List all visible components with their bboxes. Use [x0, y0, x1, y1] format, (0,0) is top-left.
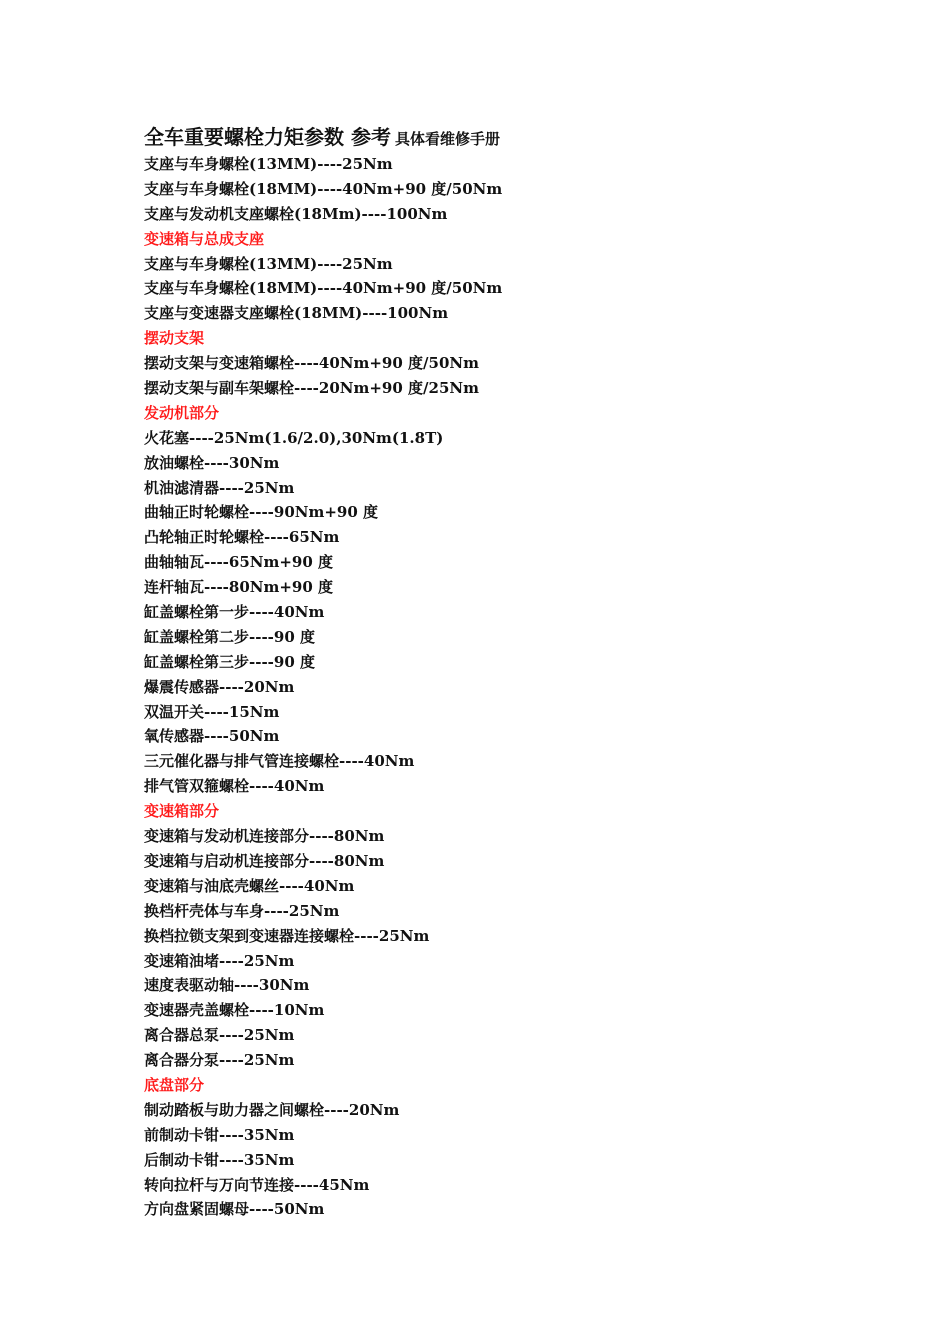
spec-line: 离合器总泵----25Nm	[144, 1026, 295, 1045]
spec-line: 机油滤清器----25Nm	[144, 478, 295, 497]
spec-line: 缸盖螺栓第三步----90 度	[144, 652, 315, 671]
spec-line: 变速箱与油底壳螺丝----40Nm	[144, 876, 355, 895]
torque-spec-list	[144, 152, 904, 1222]
spec-line: 双温开关----15Nm	[144, 702, 280, 721]
spec-line: 缸盖螺栓第一步----40Nm	[144, 603, 325, 622]
spec-line: 缸盖螺栓第二步----90 度	[144, 627, 315, 646]
spec-line: 曲轴正时轮螺栓----90Nm+90 度	[144, 503, 379, 522]
document-title: 全车重要螺栓力矩参数 参考	[144, 125, 391, 149]
spec-line: 三元催化器与排气管连接螺栓----40Nm	[144, 752, 415, 771]
spec-line: 氧传感器----50Nm	[144, 727, 280, 746]
spec-line: 支座与发动机支座螺栓(18Mm)----100Nm	[144, 204, 448, 223]
spec-line: 换档拉锁支架到变速器连接螺栓----25Nm	[144, 926, 430, 945]
spec-line: 摆动支架与副车架螺栓----20Nm+90 度/25Nm	[144, 379, 479, 398]
document-subtitle: 具体看维修手册	[394, 130, 500, 148]
spec-line: 放油螺栓----30Nm	[144, 453, 280, 472]
spec-line: 方向盘紧固螺母----50Nm	[144, 1200, 325, 1219]
spec-line: 支座与车身螺栓(13MM)----25Nm	[144, 254, 393, 273]
section-heading: 底盘部分	[144, 1075, 205, 1094]
spec-line: 转向拉杆与万向节连接----45Nm	[144, 1175, 370, 1194]
spec-line: 支座与车身螺栓(18MM)----40Nm+90 度/50Nm	[144, 179, 503, 198]
spec-line: 速度表驱动轴----30Nm	[144, 976, 310, 995]
spec-line: 摆动支架与变速箱螺栓----40Nm+90 度/50Nm	[144, 354, 479, 373]
spec-line: 曲轴轴瓦----65Nm+90 度	[144, 553, 334, 572]
spec-line: 离合器分泵----25Nm	[144, 1051, 295, 1070]
spec-line: 凸轮轴正时轮螺栓----65Nm	[144, 528, 340, 547]
document-body	[144, 122, 904, 1222]
section-heading: 发动机部分	[144, 403, 220, 422]
section-heading: 摆动支架	[144, 329, 205, 348]
spec-line: 变速箱油堵----25Nm	[144, 951, 295, 970]
spec-line: 变速器壳盖螺栓----10Nm	[144, 1001, 325, 1020]
document-title-line	[144, 122, 904, 152]
spec-line: 支座与车身螺栓(13MM)----25Nm	[144, 155, 393, 173]
spec-line: 换档杆壳体与车身----25Nm	[144, 901, 340, 920]
spec-line: 火花塞----25Nm(1.6/2.0),30Nm(1.8T)	[144, 428, 444, 447]
spec-line: 支座与变速器支座螺栓(18MM)----100Nm	[144, 304, 449, 323]
section-heading: 变速箱部分	[144, 802, 220, 821]
spec-line: 制动踏板与助力器之间螺栓----20Nm	[144, 1100, 400, 1119]
section-heading: 变速箱与总成支座	[144, 229, 265, 248]
spec-line: 变速箱与启动机连接部分----80Nm	[144, 851, 385, 870]
spec-line: 支座与车身螺栓(18MM)----40Nm+90 度/50Nm	[144, 279, 503, 298]
spec-line: 爆震传感器----20Nm	[144, 677, 295, 696]
spec-line: 前制动卡钳----35Nm	[144, 1125, 295, 1144]
spec-line: 变速箱与发动机连接部分----80Nm	[144, 827, 385, 846]
spec-line: 连杆轴瓦----80Nm+90 度	[144, 578, 334, 597]
spec-line: 排气管双箍螺栓----40Nm	[144, 777, 325, 796]
spec-line: 后制动卡钳----35Nm	[144, 1150, 295, 1169]
